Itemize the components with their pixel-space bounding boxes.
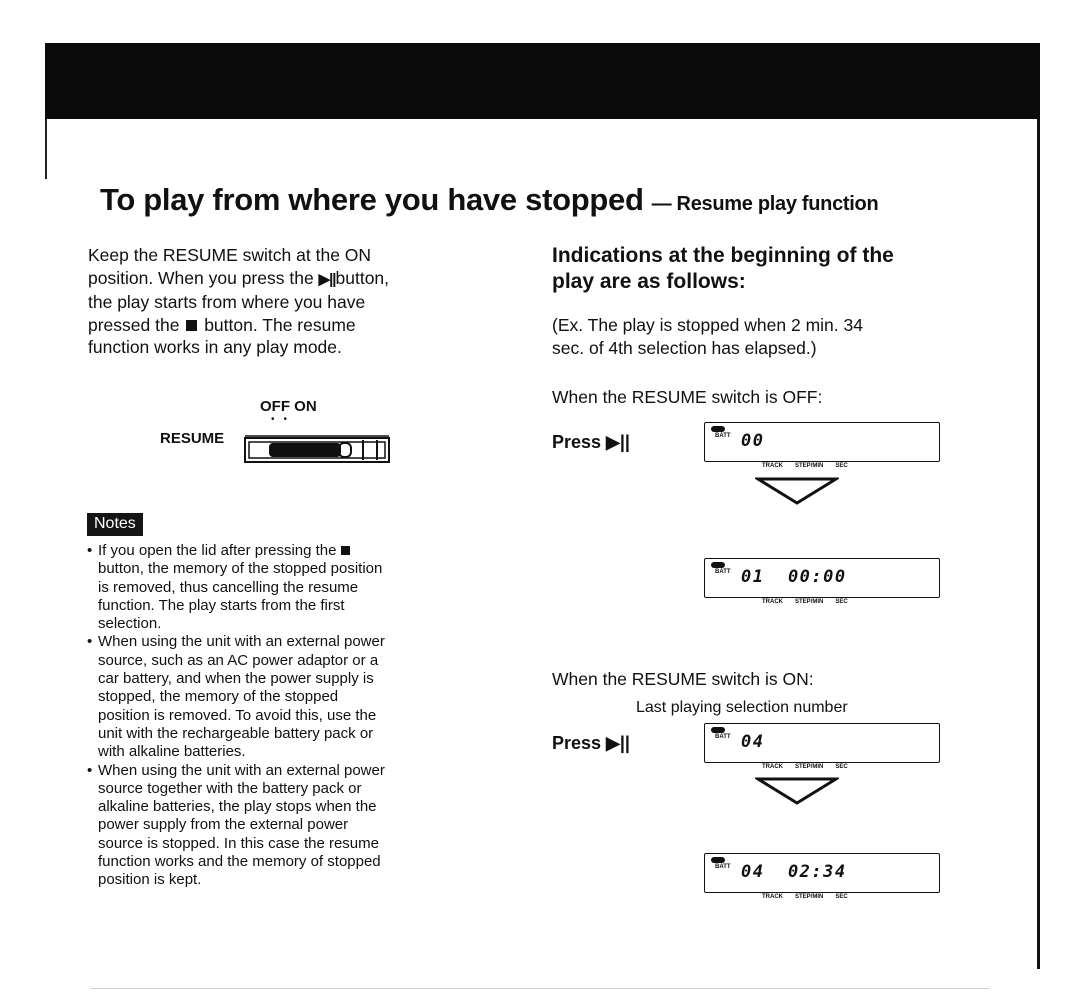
intro-line-3: the play starts from where you have — [88, 292, 366, 312]
stop-icon — [341, 546, 350, 555]
example-text: (Ex. The play is stopped when 2 min. 34 sec. of 4th selection has elapsed.) — [552, 315, 863, 358]
resume-intro-paragraph — [88, 244, 508, 359]
note-3: • When using the unit with an external power — [87, 761, 385, 779]
resume-on-label: When the RESUME switch is ON: — [552, 669, 814, 689]
down-arrow-icon — [755, 476, 839, 506]
intro-line-1: Keep the RESUME switch at the ON — [88, 245, 372, 265]
battery-icon — [711, 426, 725, 432]
down-arrow-icon — [755, 776, 839, 806]
play-pause-icon: ▶|| — [318, 270, 336, 288]
notes-heading: Notes — [87, 513, 143, 536]
press-play-label-off: Press ▶|| — [552, 432, 630, 452]
battery-icon — [711, 727, 725, 733]
switch-off-on-label: OFF ON — [260, 398, 317, 415]
last-selection-note: Last playing selection number — [636, 699, 848, 716]
page-title: To play from where you have stopped — Resume play function — [100, 182, 879, 217]
lcd-digits: 01 00:00 — [741, 567, 847, 587]
notes-list: • If you open the lid after pressing the button, the memory of the stopped position is removed, thus cancelling the resume function. The play starts from the first selection. • When using the unit with an external power source, such as an AC power adaptor or a car battery, and when the power supply is stopped, the memory of the stopped position is removed. To avoid this, use the unit with the rechargeable battery pack or with alkaline batteries. • When using the unit with an external power source together with the battery pack or alkaline batteries, the play stops when the power supply from the external power source is stopped. In this case the resume function works and the memory of stopped position is kept. — [87, 542, 517, 890]
bottom-divider — [90, 988, 990, 989]
switch-resume-label: RESUME — [160, 430, 225, 447]
lcd-labels: TRACK STEP/MIN SEC — [762, 894, 848, 900]
frame-left-border — [45, 119, 47, 179]
lcd-digits: 04 — [741, 732, 765, 752]
frame-right-border — [1037, 119, 1040, 969]
resume-switch-illustration — [243, 432, 393, 466]
lcd-labels: TRACK STEP/MIN SEC — [762, 463, 848, 469]
resume-off-label: When the RESUME switch is OFF: — [552, 387, 823, 407]
lcd-display-off-2: BATT 01 00:00 — [704, 558, 940, 598]
intro-line-5: function works in any play mode. — [88, 337, 342, 357]
lcd-digits: 00 — [741, 431, 765, 451]
lcd-labels: TRACK STEP/MIN SEC — [762, 764, 848, 770]
battery-icon — [711, 857, 725, 863]
lcd-labels: TRACK STEP/MIN SEC — [762, 599, 848, 605]
intro-line-4: pressed the button. The resume — [88, 314, 356, 335]
lcd-display-on-1: BATT 04 — [704, 723, 940, 763]
note-1: • If you open the lid after pressing the — [87, 542, 517, 560]
lcd-display-on-2: BATT 04 02:34 — [704, 853, 940, 893]
intro-line-2: position. When you press the ▶||button, — [88, 267, 390, 288]
battery-icon — [711, 562, 725, 568]
switch-indicator-dots: •• — [271, 414, 297, 425]
indications-heading: Indications at the beginning of the play are as follows: — [552, 244, 894, 293]
header-bar — [45, 43, 1040, 119]
press-play-label-on: Press ▶|| — [552, 733, 630, 753]
lcd-digits: 04 02:34 — [741, 862, 847, 882]
note-2: • When using the unit with an external power — [87, 633, 385, 651]
stop-icon — [186, 320, 197, 331]
page-subtitle: — Resume play function — [651, 193, 879, 215]
lcd-display-off-1: BATT 00 — [704, 422, 940, 462]
